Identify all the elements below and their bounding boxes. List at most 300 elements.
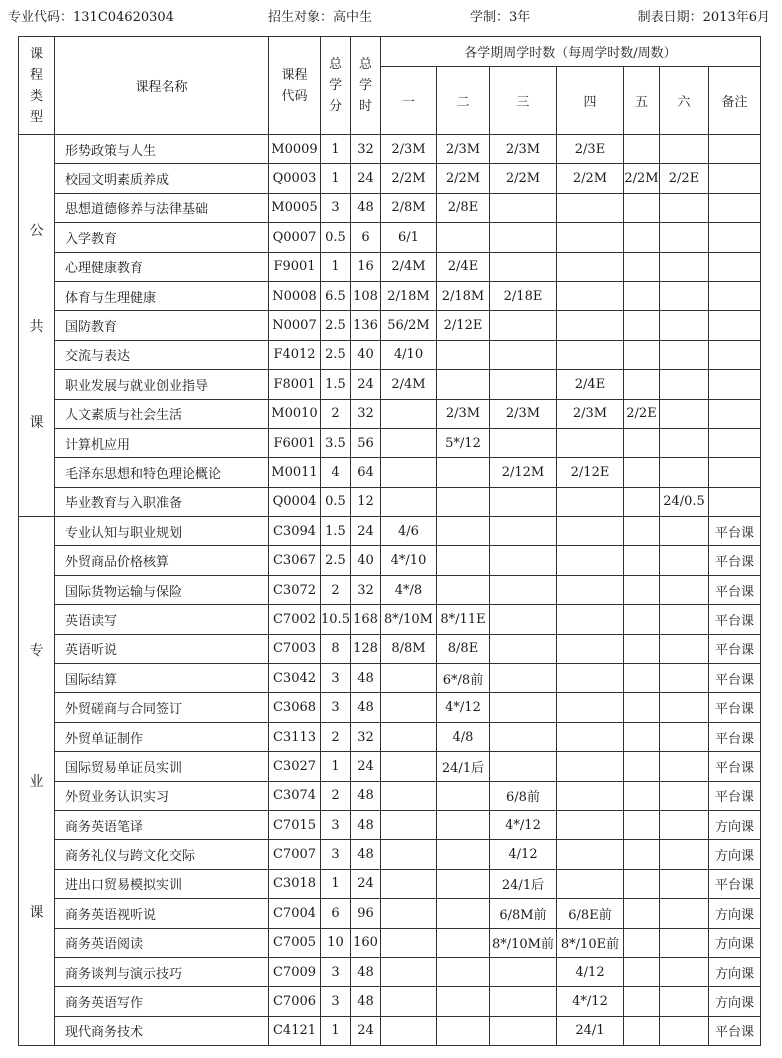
course-remark — [709, 487, 761, 516]
semester-3-cell — [490, 1016, 557, 1045]
semester-4-cell — [557, 340, 624, 369]
semester-6-cell — [660, 546, 709, 575]
semester-5-cell — [624, 928, 660, 957]
course-remark — [709, 428, 761, 457]
semester-6-cell — [660, 722, 709, 751]
semester-1-cell: 2/18M — [381, 281, 437, 310]
semester-5-header: 五 — [624, 67, 660, 135]
category-cell — [19, 135, 55, 517]
course-code: C3042 — [269, 664, 321, 693]
semester-5-cell — [624, 899, 660, 928]
semester-3-cell: 6/8M前 — [490, 899, 557, 928]
semester-2-cell — [437, 340, 490, 369]
course-name: 商务英语写作 — [55, 987, 269, 1016]
total-hours-header — [351, 37, 381, 135]
course-hours: 48 — [351, 810, 381, 839]
semester-3-cell — [490, 370, 557, 399]
semester-2-cell: 4/8 — [437, 722, 490, 751]
semester-4-cell: 2/2M — [557, 164, 624, 193]
course-hours: 16 — [351, 252, 381, 281]
total-credits-header — [321, 37, 351, 135]
course-remark: 方向课 — [709, 957, 761, 986]
semester-4-cell: 4/12 — [557, 957, 624, 986]
semester-5-cell — [624, 957, 660, 986]
semester-1-cell — [381, 722, 437, 751]
course-code: C3027 — [269, 752, 321, 781]
semester-6-cell — [660, 223, 709, 252]
course-code: N0008 — [269, 281, 321, 310]
table-row — [19, 928, 761, 957]
course-hours: 6 — [351, 223, 381, 252]
course-hours: 40 — [351, 340, 381, 369]
course-credits: 6.5 — [321, 281, 351, 310]
table-row — [19, 193, 761, 222]
course-hours: 40 — [351, 546, 381, 575]
course-hours: 128 — [351, 634, 381, 663]
category-header-char: 程 — [29, 67, 43, 83]
semester-1-cell — [381, 664, 437, 693]
semester-4-cell — [557, 693, 624, 722]
semester-3-cell: 24/1后 — [490, 869, 557, 898]
semester-2-cell — [437, 957, 490, 986]
course-remark: 平台课 — [709, 693, 761, 722]
semester-6-cell — [660, 899, 709, 928]
semester-1-cell: 2/4M — [381, 370, 437, 399]
semester-6-cell — [660, 340, 709, 369]
course-remark: 平台课 — [709, 722, 761, 751]
course-hours: 48 — [351, 693, 381, 722]
semester-1-cell — [381, 781, 437, 810]
course-credits: 3 — [321, 193, 351, 222]
semester-2-cell — [437, 928, 490, 957]
course-code: M0010 — [269, 399, 321, 428]
course-credits: 0.5 — [321, 223, 351, 252]
semester-5-cell — [624, 193, 660, 222]
semester-6-cell — [660, 1016, 709, 1045]
semester-2-cell — [437, 899, 490, 928]
semester-6-cell: 24/0.5 — [660, 487, 709, 516]
semester-3-header: 三 — [490, 67, 557, 135]
course-hours: 24 — [351, 1016, 381, 1045]
semester-1-cell: 6/1 — [381, 223, 437, 252]
course-name: 外贸磋商与合同签订 — [55, 693, 269, 722]
table-row — [19, 664, 761, 693]
semester-6-cell — [660, 428, 709, 457]
course-credits: 3 — [321, 957, 351, 986]
course-remark — [709, 370, 761, 399]
semester-4-cell — [557, 223, 624, 252]
table-row — [19, 164, 761, 193]
semester-5-cell — [624, 605, 660, 634]
semester-6-cell — [660, 869, 709, 898]
semester-5-cell — [624, 987, 660, 1016]
semester-2-cell — [437, 575, 490, 604]
category-char: 公 — [29, 222, 44, 239]
semester-1-cell — [381, 487, 437, 516]
table-row — [19, 634, 761, 663]
course-credits: 1 — [321, 1016, 351, 1045]
course-credits: 10.5 — [321, 605, 351, 634]
semester-1-cell: 2/2M — [381, 164, 437, 193]
semester-3-cell — [490, 340, 557, 369]
semester-5-cell — [624, 223, 660, 252]
course-hours: 32 — [351, 722, 381, 751]
semester-5-cell — [624, 487, 660, 516]
course-name: 国防教育 — [55, 311, 269, 340]
semester-4-cell: 8*/10E前 — [557, 928, 624, 957]
course-remark: 平台课 — [709, 517, 761, 546]
semester-1-cell: 2/4M — [381, 252, 437, 281]
course-credits: 2.5 — [321, 546, 351, 575]
course-name: 职业发展与就业创业指导 — [55, 370, 269, 399]
semester-5-cell — [624, 752, 660, 781]
semester-5-cell — [624, 458, 660, 487]
course-remark: 平台课 — [709, 634, 761, 663]
course-credits: 3 — [321, 840, 351, 869]
course-code: C3067 — [269, 546, 321, 575]
semester-6-header: 六 — [660, 67, 709, 135]
semester-2-cell: 5*/12 — [437, 428, 490, 457]
semester-3-cell: 2/3M — [490, 135, 557, 164]
semester-2-cell: 2/3M — [437, 135, 490, 164]
table-head — [19, 37, 761, 135]
course-code: C7007 — [269, 840, 321, 869]
table-row — [19, 311, 761, 340]
course-remark — [709, 458, 761, 487]
semester-5-cell — [624, 135, 660, 164]
semester-4-header: 四 — [557, 67, 624, 135]
semester-2-cell: 8*/11E — [437, 605, 490, 634]
course-code: Q0007 — [269, 223, 321, 252]
course-hours: 56 — [351, 428, 381, 457]
course-name-header: 课程名称 — [55, 37, 269, 135]
total-hours-header-char: 总 — [358, 57, 372, 72]
semester-4-cell — [557, 311, 624, 340]
course-code-header — [269, 37, 321, 135]
semesters-header: 各学期周学时数（每周学时数/周数） — [381, 37, 761, 67]
course-name: 计算机应用 — [55, 428, 269, 457]
curriculum-table — [18, 36, 761, 1046]
semester-6-cell — [660, 810, 709, 839]
course-credits: 1 — [321, 164, 351, 193]
semester-5-cell — [624, 722, 660, 751]
semester-2-cell — [437, 781, 490, 810]
semester-1-cell: 4/6 — [381, 517, 437, 546]
course-credits: 3 — [321, 987, 351, 1016]
course-credits: 2.5 — [321, 311, 351, 340]
semester-4-cell — [557, 752, 624, 781]
course-name: 进出口贸易模拟实训 — [55, 869, 269, 898]
semester-6-cell — [660, 311, 709, 340]
table-row — [19, 781, 761, 810]
course-name: 校园文明素质养成 — [55, 164, 269, 193]
course-credits: 1.5 — [321, 517, 351, 546]
course-credits: 6 — [321, 899, 351, 928]
semester-1-cell — [381, 957, 437, 986]
semester-2-cell — [437, 840, 490, 869]
course-code-header-line: 课程 — [281, 67, 308, 83]
course-hours: 48 — [351, 840, 381, 869]
semester-6-cell — [660, 370, 709, 399]
semester-1-cell: 2/3M — [381, 135, 437, 164]
semester-3-cell — [490, 752, 557, 781]
course-credits: 3.5 — [321, 428, 351, 457]
course-name: 形势政策与人生 — [55, 135, 269, 164]
course-code: C7005 — [269, 928, 321, 957]
semester-1-cell: 56/2M — [381, 311, 437, 340]
course-name: 外贸商品价格核算 — [55, 546, 269, 575]
semester-6-cell — [660, 752, 709, 781]
total-credits-header-char: 学 — [328, 78, 342, 93]
semester-5-cell — [624, 370, 660, 399]
course-code: Q0004 — [269, 487, 321, 516]
semester-3-cell: 2/12M — [490, 458, 557, 487]
course-remark — [709, 252, 761, 281]
semester-2-cell: 2/3M — [437, 399, 490, 428]
semester-5-cell — [624, 428, 660, 457]
course-credits: 3 — [321, 693, 351, 722]
semester-4-cell — [557, 193, 624, 222]
semester-5-cell — [624, 781, 660, 810]
semester-5-cell — [624, 546, 660, 575]
semester-2-cell — [437, 487, 490, 516]
table-row — [19, 428, 761, 457]
semester-5-cell — [624, 869, 660, 898]
course-name: 商务礼仪与跨文化交际 — [55, 840, 269, 869]
semester-6-cell — [660, 840, 709, 869]
category-char: 课 — [29, 905, 44, 922]
table-row — [19, 252, 761, 281]
category-header — [19, 37, 55, 135]
semester-6-cell — [660, 987, 709, 1016]
course-code: C7006 — [269, 987, 321, 1016]
course-remark: 平台课 — [709, 752, 761, 781]
semester-2-cell: 8/8E — [437, 634, 490, 663]
semester-1-cell — [381, 928, 437, 957]
course-name: 交流与表达 — [55, 340, 269, 369]
course-hours: 32 — [351, 135, 381, 164]
course-hours: 12 — [351, 487, 381, 516]
semester-3-cell — [490, 634, 557, 663]
semester-4-cell — [557, 487, 624, 516]
course-name: 国际结算 — [55, 664, 269, 693]
course-remark: 平台课 — [709, 869, 761, 898]
table-row — [19, 517, 761, 546]
course-hours: 24 — [351, 752, 381, 781]
semester-5-cell: 2/2E — [624, 399, 660, 428]
course-name: 商务英语笔译 — [55, 810, 269, 839]
course-hours: 48 — [351, 193, 381, 222]
table-row — [19, 810, 761, 839]
course-remark — [709, 311, 761, 340]
semester-2-cell — [437, 869, 490, 898]
course-name: 英语读写 — [55, 605, 269, 634]
semester-1-cell — [381, 899, 437, 928]
semester-3-cell: 4/12 — [490, 840, 557, 869]
course-name: 商务英语阅读 — [55, 928, 269, 957]
semester-5-cell — [624, 1016, 660, 1045]
course-credits: 4 — [321, 458, 351, 487]
semester-5-cell — [624, 664, 660, 693]
course-name: 现代商务技术 — [55, 1016, 269, 1045]
course-remark — [709, 399, 761, 428]
table-row — [19, 605, 761, 634]
semester-2-cell — [437, 517, 490, 546]
category-char: 共 — [29, 318, 44, 335]
semester-1-header: 一 — [381, 67, 437, 135]
course-credits: 1 — [321, 135, 351, 164]
semester-1-cell: 4/10 — [381, 340, 437, 369]
table-row — [19, 135, 761, 164]
semester-5-cell — [624, 810, 660, 839]
course-name: 入学教育 — [55, 223, 269, 252]
course-hours: 48 — [351, 987, 381, 1016]
semester-2-header: 二 — [437, 67, 490, 135]
course-remark: 方向课 — [709, 987, 761, 1016]
course-code: C3113 — [269, 722, 321, 751]
semester-3-cell: 6/8前 — [490, 781, 557, 810]
semester-1-cell — [381, 987, 437, 1016]
semester-4-cell: 2/3M — [557, 399, 624, 428]
course-code: C3072 — [269, 575, 321, 604]
table-row — [19, 399, 761, 428]
semester-1-cell: 2/8M — [381, 193, 437, 222]
course-credits: 2 — [321, 722, 351, 751]
course-remark: 平台课 — [709, 605, 761, 634]
semester-6-cell — [660, 957, 709, 986]
course-remark: 方向课 — [709, 810, 761, 839]
semester-4-cell — [557, 664, 624, 693]
semester-6-cell — [660, 575, 709, 604]
study-duration: 学制：3年 — [470, 10, 531, 25]
semester-5-cell — [624, 517, 660, 546]
table-row — [19, 458, 761, 487]
course-name: 商务谈判与演示技巧 — [55, 957, 269, 986]
course-credits: 8 — [321, 634, 351, 663]
semester-4-cell — [557, 634, 624, 663]
table-row — [19, 340, 761, 369]
course-hours: 24 — [351, 517, 381, 546]
semester-1-cell: 8/8M — [381, 634, 437, 663]
total-hours-header-char: 时 — [358, 99, 372, 114]
table-row — [19, 693, 761, 722]
course-hours: 96 — [351, 899, 381, 928]
course-code: C7015 — [269, 810, 321, 839]
course-credits: 3 — [321, 664, 351, 693]
semester-5-cell: 2/2M — [624, 164, 660, 193]
semester-3-cell: 8*/10M前 — [490, 928, 557, 957]
semester-2-cell: 2/2M — [437, 164, 490, 193]
semester-5-cell — [624, 281, 660, 310]
course-credits: 0.5 — [321, 487, 351, 516]
semester-5-cell — [624, 575, 660, 604]
table-row — [19, 223, 761, 252]
semester-1-cell — [381, 840, 437, 869]
semester-3-cell — [490, 252, 557, 281]
course-hours: 108 — [351, 281, 381, 310]
course-hours: 160 — [351, 928, 381, 957]
course-name: 国际贸易单证员实训 — [55, 752, 269, 781]
course-name: 外贸单证制作 — [55, 722, 269, 751]
semester-2-cell — [437, 1016, 490, 1045]
semester-6-cell — [660, 399, 709, 428]
course-name: 商务英语视听说 — [55, 899, 269, 928]
course-code: N0007 — [269, 311, 321, 340]
course-remark — [709, 340, 761, 369]
semester-2-cell — [437, 987, 490, 1016]
course-code: C3018 — [269, 869, 321, 898]
course-code: C4121 — [269, 1016, 321, 1045]
category-header-char: 课 — [29, 46, 43, 62]
course-code: F6001 — [269, 428, 321, 457]
course-code: Q0003 — [269, 164, 321, 193]
semester-3-cell: 4*/12 — [490, 810, 557, 839]
semester-6-cell — [660, 252, 709, 281]
course-remark: 平台课 — [709, 575, 761, 604]
category-cell — [19, 517, 55, 1046]
course-hours: 24 — [351, 164, 381, 193]
semester-6-cell — [660, 693, 709, 722]
table-row — [19, 575, 761, 604]
semester-2-cell: 24/1后 — [437, 752, 490, 781]
semester-1-cell — [381, 693, 437, 722]
category-header-char: 型 — [29, 109, 43, 125]
semester-3-cell — [490, 605, 557, 634]
semester-3-cell — [490, 193, 557, 222]
semester-4-cell: 6/8E前 — [557, 899, 624, 928]
semester-3-cell — [490, 487, 557, 516]
major-code: 专业代码：131C04620304 — [8, 10, 174, 25]
course-credits: 2 — [321, 399, 351, 428]
course-code: C7009 — [269, 957, 321, 986]
table-row — [19, 957, 761, 986]
semester-3-cell — [490, 664, 557, 693]
table-row — [19, 546, 761, 575]
semester-2-cell: 4*/12 — [437, 693, 490, 722]
course-code: C3094 — [269, 517, 321, 546]
category-char: 专 — [29, 643, 44, 660]
course-remark: 方向课 — [709, 840, 761, 869]
semester-2-cell: 6*/8前 — [437, 664, 490, 693]
remark-header: 备注 — [709, 67, 761, 135]
semester-1-cell — [381, 428, 437, 457]
course-remark — [709, 135, 761, 164]
course-code: C3068 — [269, 693, 321, 722]
semester-4-cell: 2/3E — [557, 135, 624, 164]
course-remark — [709, 193, 761, 222]
course-code: C7004 — [269, 899, 321, 928]
course-code: F4012 — [269, 340, 321, 369]
semester-3-cell: 2/18E — [490, 281, 557, 310]
semester-3-cell — [490, 575, 557, 604]
course-code: C3074 — [269, 781, 321, 810]
course-credits: 2 — [321, 781, 351, 810]
semester-6-cell — [660, 634, 709, 663]
course-hours: 136 — [351, 311, 381, 340]
table-row — [19, 840, 761, 869]
semester-6-cell — [660, 664, 709, 693]
course-name: 国际货物运输与保险 — [55, 575, 269, 604]
course-remark: 平台课 — [709, 546, 761, 575]
course-remark: 平台课 — [709, 781, 761, 810]
semester-6-cell — [660, 193, 709, 222]
course-code: F9001 — [269, 252, 321, 281]
course-code: C7002 — [269, 605, 321, 634]
category-header-char: 类 — [29, 88, 43, 104]
semester-3-cell — [490, 987, 557, 1016]
course-hours: 64 — [351, 458, 381, 487]
course-credits: 2.5 — [321, 340, 351, 369]
